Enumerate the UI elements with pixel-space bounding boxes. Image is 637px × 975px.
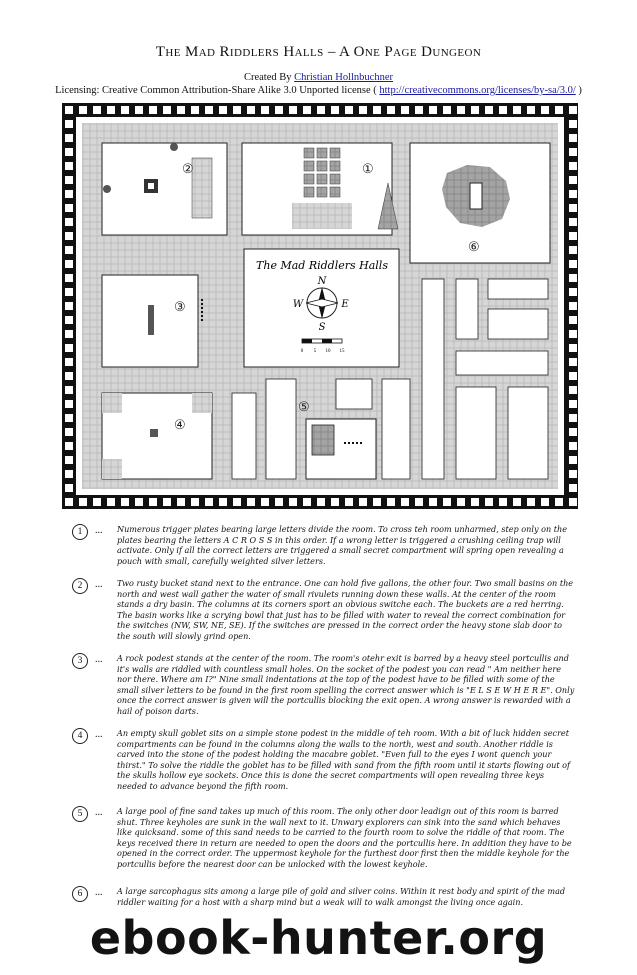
note-text: An empty skull goblet sits on a simple stone podest in the middle of teh room. With a bit of luck hidden secret compartments can be found in the columns along the walls to the north, west and south. Another riddle is carved into the stone of the podest holding the macabre goblet. "Even full to the eyes I wont quench your thirst." To solve the riddle the goblet has to be filled with sand from the fifth room until it starts flowing out of the skulls hollow eye sockets. Once this is done the secret compartments will open revealing three keys needed to advance beyond the fifth room. [117, 728, 571, 791]
note-text: A rock podest stands at the center of the room. The room's otehr exit is barred by a heavy steel portcullis and it's walls are riddled with countless small holes. On the socket of the podest you can read " Am neither here nor there. Where am I?" Nine small indentations at the top of the podest have to be filled with some of the small silver letters to be found in the first room spelling the correct answer which is "E L S E W H E R E". Only once the correct answer is given will the portcullis blocking the exit open. A wrong answer is rewarded with a hail of poison darts. [117, 653, 575, 716]
license-link[interactable]: http://creativecommons.org/licenses/by-sa/3.0/ [379, 85, 576, 96]
sand-pool [312, 425, 334, 455]
note-dots: ... [95, 887, 103, 898]
note-number: 4 [72, 728, 88, 744]
credit-line [0, 72, 637, 83]
sarcophagus [470, 183, 482, 209]
room-label: ② [182, 162, 194, 177]
note-number: 1 [72, 524, 88, 540]
scale-tick: 0 [300, 349, 304, 354]
note-dots: ... [95, 579, 103, 590]
room-label: ⑥ [468, 240, 480, 255]
wall-basin [170, 143, 178, 151]
note-text: Numerous trigger plates bearing large letters divide the room. To cross teh room unharmed, step only on the plates bearing the letters A C R O S S in this order. If a wrong letter is triggered a crushing ceiling trap will activate. Only if all the correct letters are triggered a small secret compartment will spring open revealing a pouch with small, carefully weighted silver letters. [117, 524, 568, 566]
note-4 [72, 728, 572, 790]
compass-w: W [292, 299, 304, 310]
note-text: Two rusty bucket stand next to the entrance. One can hold five gallons, the other four. Two small basins on the north and west wall gather the water of small rivulets running down these walls. At the center of the room stands a dry basin. The columns at its corners sport an obvious switche each. The buckets are a red herring. The basin works like a scrying bowl that just has to be filled with water to reveal the correct combination for the switches (NW, SW, NE, SE). If the switches are pressed in the correct order the heavy stone slab door to the south will slowly grind open. [117, 578, 574, 641]
room-label: ④ [174, 418, 186, 433]
wall-basin [103, 185, 111, 193]
goblet-podest [150, 429, 158, 437]
note-number: 6 [72, 886, 88, 902]
compass-s: S [318, 322, 326, 333]
license-line [0, 85, 637, 96]
watermark: ebook-hunter.org [89, 911, 548, 965]
page-title: The Mad Riddlers Halls – A One Page Dungeon [155, 44, 482, 60]
scale-tick: 10 [325, 349, 331, 354]
note-5 [72, 806, 572, 878]
credit-prefix: Created By [243, 72, 295, 83]
note-2 [72, 578, 572, 640]
note-3 [72, 653, 575, 716]
note-number: 5 [72, 806, 88, 822]
compass-n: N [317, 276, 327, 287]
note-text: A large sarcophagus sits among a large pile of gold and silver coins. Within it rest body and spirit of the mad riddler waiting for a host with a sharp mind but a weak will to walk amongst the living once again. [117, 886, 566, 907]
note-dots: ... [95, 729, 103, 740]
note-number: 3 [72, 653, 88, 669]
scale-tick: 5 [313, 349, 317, 354]
room-label: ⑤ [298, 400, 310, 415]
room-label: ① [362, 162, 374, 177]
note-number: 2 [72, 578, 88, 594]
note-dots: ... [95, 654, 103, 665]
room-label: ③ [174, 300, 186, 315]
note-text: A large pool of fine sand takes up much of this room. The only other door leadign out of this room is barred shut. Three keyholes are sunk in the wall next to it. Unwary explorers can sink into the sand which behaves like quicksand. some of this sand needs to be carried to the fourth room to solve the riddle of that room. The keys received there in return are needed to open the doors and the portcullis here. In addition they have to be opened in the correct order. The uppermost keyhole for the furthest door first then the middle keyhole for the portcullis before the nearest door can be unlocked with the lowest keyhole. [117, 806, 572, 869]
license-suffix: ) [575, 85, 582, 96]
rock-podest [148, 305, 154, 335]
map-title: The Mad Riddlers Halls [256, 259, 388, 272]
compass-e: E [341, 299, 349, 310]
note-dots: ... [95, 807, 103, 818]
note-1 [72, 524, 572, 566]
author-link[interactable]: Christian Hollnbuchner [294, 72, 393, 83]
note-dots: ... [95, 525, 103, 536]
license-prefix: Licensing: Creative Common Attribution-Share Alike 3.0 Unported license ( [55, 85, 380, 96]
dungeon-map [62, 103, 578, 509]
scale-tick: 15 [339, 349, 345, 354]
